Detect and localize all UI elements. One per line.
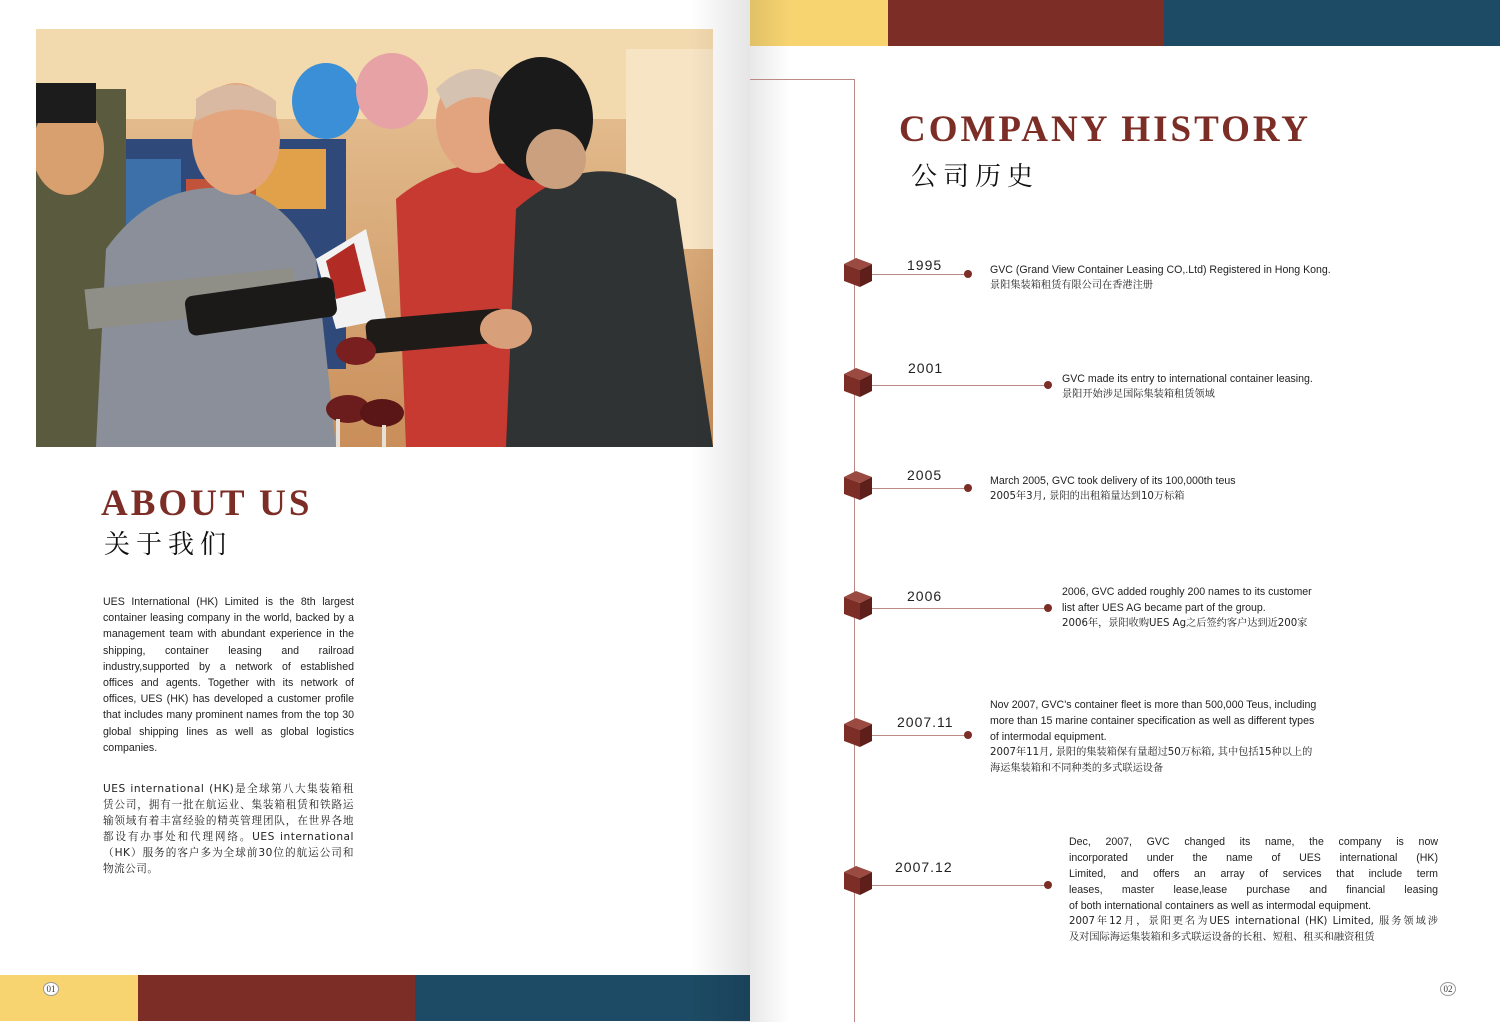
timeline-year: 2007.12 (895, 859, 953, 875)
timeline-entry-line: list after UES AG became part of the group. (1062, 602, 1266, 614)
timeline-dot (1044, 604, 1052, 612)
cube-icon (842, 256, 874, 293)
page-number-right: 02 (1440, 982, 1456, 996)
timeline-entry-line: 2006, GVC added roughly 200 names to its customer (1062, 586, 1312, 598)
timeline-year: 2001 (908, 360, 944, 376)
footer-bar-yellow (0, 975, 138, 1021)
timeline-entry-line: incorporated under the name of UES international (HK) (1069, 852, 1438, 864)
timeline-entry-line: 景阳集装箱租赁有限公司在香港注册 (990, 280, 1153, 291)
cube-icon (842, 864, 874, 901)
about-paragraph-cn: UES international (HK)是全球第八大集装箱租赁公司，拥有一批在航运业、集装箱租赁和铁路运输领域有着丰富经验的精英管理团队，在世界各地都设有办事处和代理网络。UES international（HK）服务的客户多为全球前30位的航运公司和物流公司。 (103, 783, 354, 875)
timeline-year: 2006 (907, 588, 943, 604)
cube-icon (842, 589, 874, 626)
timeline-entry-line: Dec, 2007, GVC changed its name, the company is now (1069, 836, 1438, 848)
timeline-year: 2005 (907, 467, 943, 483)
timeline-connector (872, 735, 968, 736)
cube-icon (842, 469, 874, 506)
timeline-dot (1044, 881, 1052, 889)
photo-people-pouring-wine-icon (36, 29, 713, 447)
timeline-dot (1044, 381, 1052, 389)
timeline-top-line (750, 79, 855, 80)
timeline-entry-line: more than 15 marine container specification as well as different types (990, 715, 1315, 727)
cube-icon (842, 716, 874, 753)
timeline-entry-line: GVC (Grand View Container Leasing CO,.Ltd) Registered in Hong Kong. (990, 264, 1331, 276)
header-bar-maroon (888, 0, 1164, 46)
about-paragraph-en: UES International (HK) Limited is the 8th largest container leasing company in the world, backed by a management team with abundant experience in the shipping, container leasing and railroad industry,supported by a network of established offices and agents. Together with its network of offices, UES (HK) has developed a customer profile that includes many prominent names from the top 30 global shipping lines as well as global logistics companies. (103, 596, 354, 754)
timeline-entry-line: 及对国际海运集装箱和多式联运设备的长租、短租、租买和融资租赁 (1069, 932, 1375, 943)
right-page (750, 0, 1500, 1022)
timeline-connector (872, 885, 1048, 886)
timeline-entry-text (990, 262, 1410, 294)
timeline-entry-text (990, 697, 1370, 777)
timeline-entry-line: of both international containers as well as intermodal equipment. (1069, 900, 1372, 912)
timeline-entry-text (1062, 371, 1382, 403)
timeline-connector (872, 608, 1048, 609)
timeline-dot (964, 484, 972, 492)
timeline-entry-text (1062, 584, 1382, 632)
timeline-entry-line: of intermodal equipment. (990, 731, 1107, 743)
header-bar-navy (1164, 0, 1500, 46)
timeline-entry-line: Limited, and offers an array of services that include term (1069, 868, 1438, 880)
timeline-entry-line: 2005年3月, 景阳的出租箱量达到10万标箱 (990, 491, 1185, 502)
footer-bar-maroon (138, 975, 415, 1021)
gutter-shadow (690, 0, 750, 1022)
timeline-connector (872, 274, 968, 275)
gutter-shadow-right (750, 0, 790, 1022)
page-number-left: 01 (43, 982, 59, 996)
timeline-year: 1995 (907, 257, 943, 273)
history-title: COMPANY HISTORY (899, 109, 1312, 150)
timeline-entry-line: 2007年11月, 景阳的集装箱保有量超过50万标箱, 其中包括15种以上的 (990, 747, 1313, 758)
timeline-year: 2007.11 (897, 714, 954, 730)
timeline-entry-line: 景阳开始涉足国际集装箱租赁领域 (1062, 389, 1215, 400)
timeline-entry-line: Nov 2007, GVC's container fleet is more than 500,000 Teus, including (990, 699, 1317, 711)
timeline-dot (964, 270, 972, 278)
cube-icon (842, 366, 874, 403)
timeline-entry-line: GVC made its entry to international container leasing. (1062, 373, 1313, 385)
timeline-entry-line: 2007年12月，景阳更名为UES international (HK) Limited, 服务领域涉 (1069, 916, 1438, 927)
timeline-entry-text (1069, 834, 1438, 946)
team-photo (36, 29, 713, 447)
timeline-entry-text (990, 473, 1310, 505)
timeline-connector (872, 488, 968, 489)
about-title: ABOUT US (101, 483, 313, 524)
timeline-dot (964, 731, 972, 739)
timeline-entry-line: 海运集装箱和不同种类的多式联运设备 (990, 763, 1164, 774)
timeline-entry-line: March 2005, GVC took delivery of its 100,000th teus (990, 475, 1236, 487)
timeline-entry-line: leases, master lease,lease purchase and financial leasing (1069, 884, 1438, 896)
about-title-cn: 关于我们 (104, 530, 233, 560)
timeline-entry-line: 2006年，景阳收购UES Ag之后签约客户达到近200家 (1062, 618, 1308, 629)
timeline-connector (872, 385, 1048, 386)
history-title-cn: 公司历史 (911, 162, 1040, 192)
